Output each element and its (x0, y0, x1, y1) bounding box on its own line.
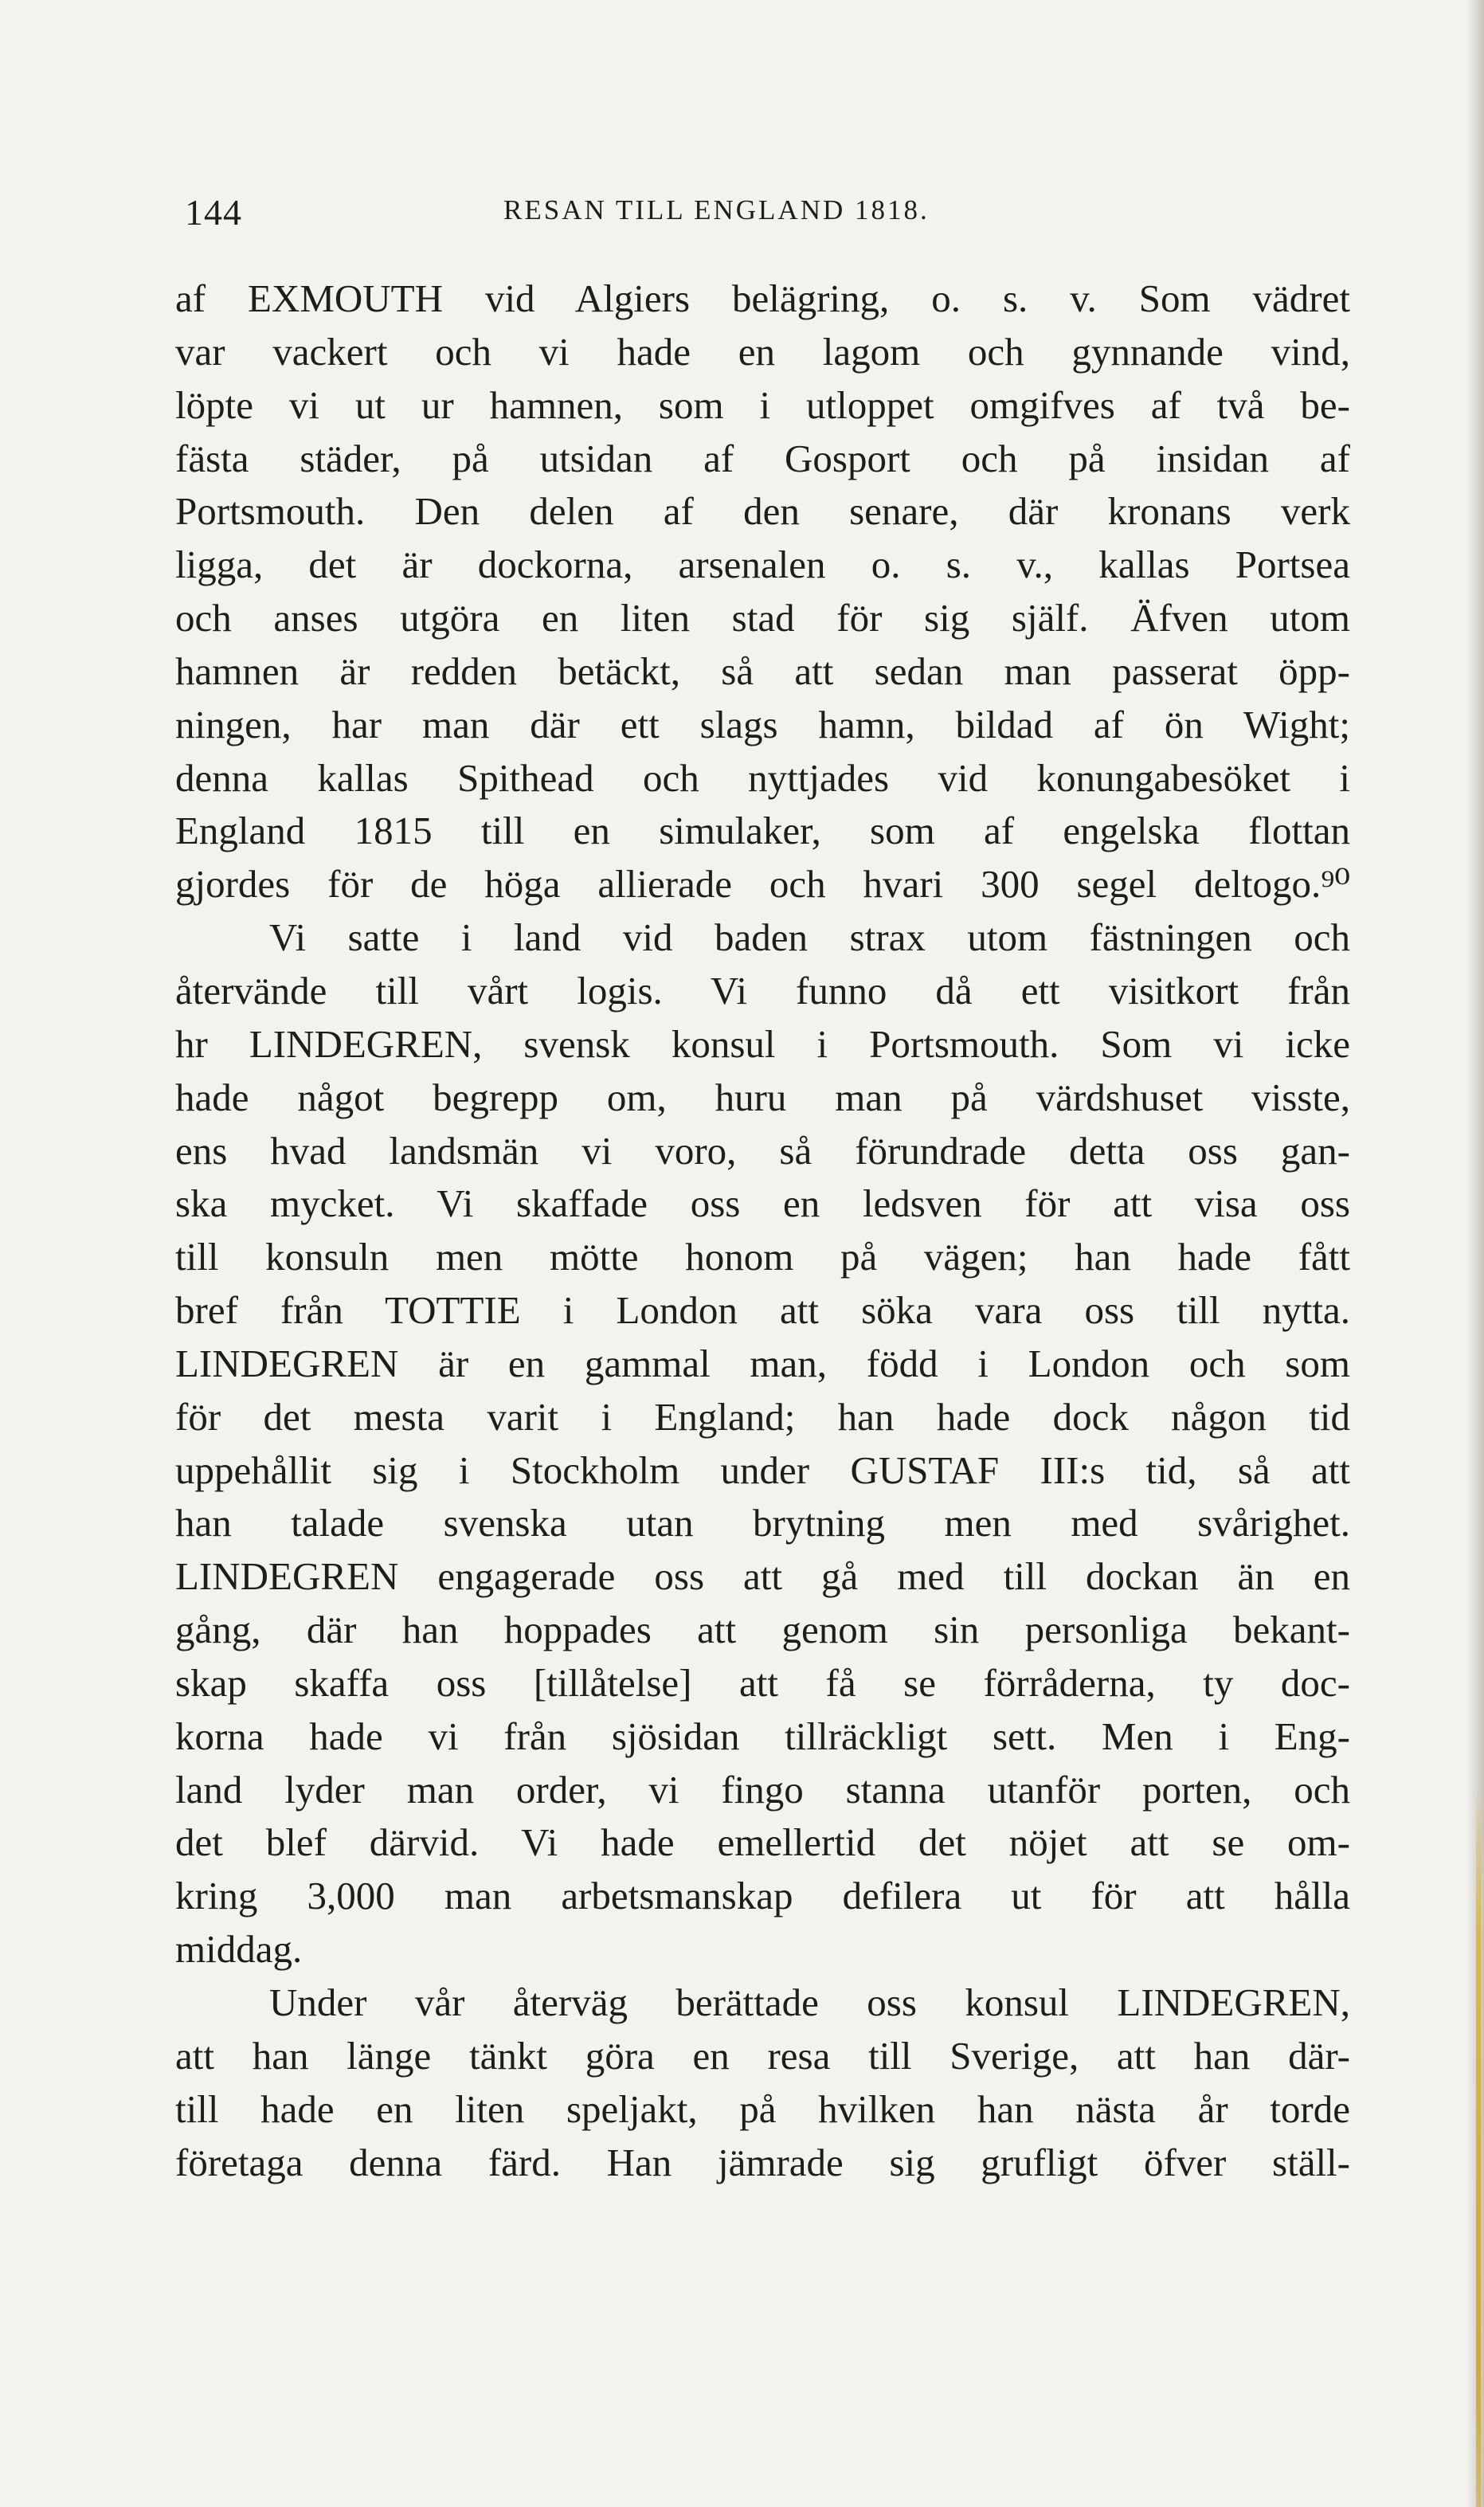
text-line: bref från TOTTIE i London att söka vara oss till nytta. (175, 1288, 1350, 1333)
text-line: LINDEGREN är en gammal man, född i London och som (175, 1341, 1350, 1385)
text-line: ligga, det är dockorna, arsenalen o. s. v., kallas Portsea (175, 543, 1350, 587)
body-text (175, 272, 1350, 2189)
text-line: var vackert och vi hade en lagom och gynnande vind, (175, 329, 1350, 374)
text-line: ens hvad landsmän vi voro, så förundrade detta oss gan- (175, 1128, 1350, 1173)
text-line: denna kallas Spithead och nyttjades vid konungabesöket i (175, 755, 1350, 800)
text-line: ska mycket. Vi skaffade oss en ledsven för att visa oss (175, 1181, 1350, 1226)
page-edge-gilt (1476, 1792, 1481, 2507)
text-line: det blef därvid. Vi hade emellertid det nöjet att se om- (175, 1820, 1350, 1865)
page-header (175, 191, 1354, 239)
text-line: ningen, har man där ett slags hamn, bildad af ön Wight; (175, 702, 1350, 746)
text-line: uppehållit sig i Stockholm under GUSTAF III:s tid, så att (175, 1447, 1350, 1492)
page-number: 144 (185, 192, 242, 233)
page-edge-shadow (1466, 0, 1484, 2507)
text-line: af EXMOUTH vid Algiers belägring, o. s. v. Som vädret (175, 276, 1350, 320)
text-line: återvände till vårt logis. Vi funno då ett visitkort från (175, 968, 1350, 1013)
text-line: till konsuln men mötte honom på vägen; han hade fått (175, 1235, 1350, 1279)
text-line: hr LINDEGREN, svensk konsul i Portsmouth. Som vi icke (175, 1021, 1350, 1066)
text-line: skap skaffa oss [tillåtelse] att få se förråderna, ty doc- (175, 1660, 1350, 1705)
text-line: LINDEGREN engagerade oss att gå med till dockan än en (175, 1554, 1350, 1599)
text-line: Under vår återväg berättade oss konsul LINDEGREN, (269, 1980, 1350, 2024)
text-line: löpte vi ut ur hamnen, som i utloppet omgifves af två be- (175, 382, 1350, 427)
running-head: RESAN TILL ENGLAND 1818. (503, 194, 930, 225)
text-line: fästa städer, på utsidan af Gosport och på insidan af (175, 436, 1350, 480)
text-line: och anses utgöra en liten stad för sig själf. Äfven utom (175, 596, 1350, 640)
text-line: han talade svenska utan brytning men med svårighet. (175, 1501, 1350, 1545)
text-line: företaga denna färd. Han jämrade sig grufligt öfver ställ- (175, 2140, 1350, 2184)
text-line: kring 3,000 man arbetsmanskap defilera ut för att hålla (175, 1874, 1350, 1918)
text-line: korna hade vi från sjösidan tillräckligt sett. Men i Eng- (175, 1714, 1350, 1758)
text-line: gjordes för de höga allierade och hvari 300 segel deltogo.⁹⁰ (175, 862, 1350, 907)
text-line: hamnen är redden betäckt, så att sedan man passerat öpp- (175, 648, 1350, 693)
text-line: Portsmouth. Den delen af den senare, där kronans verk (175, 489, 1350, 534)
text-line: gång, där han hoppades att genom sin personliga bekant- (175, 1608, 1350, 1652)
text-line: att han länge tänkt göra en resa till Sverige, att han där- (175, 2033, 1350, 2078)
text-line: hade något begrepp om, huru man på värdshuset visste, (175, 1075, 1350, 1119)
text-line: till hade en liten speljakt, på hvilken han nästa år torde (175, 2086, 1350, 2131)
text-line: middag. (175, 1927, 303, 1972)
text-line: England 1815 till en simulaker, som af engelska flottan (175, 809, 1350, 853)
text-line: för det mesta varit i England; han hade dock någon tid (175, 1394, 1350, 1439)
text-line: land lyder man order, vi fingo stanna utanför porten, och (175, 1767, 1350, 1812)
text-line: Vi satte i land vid baden strax utom fästningen och (269, 915, 1350, 960)
